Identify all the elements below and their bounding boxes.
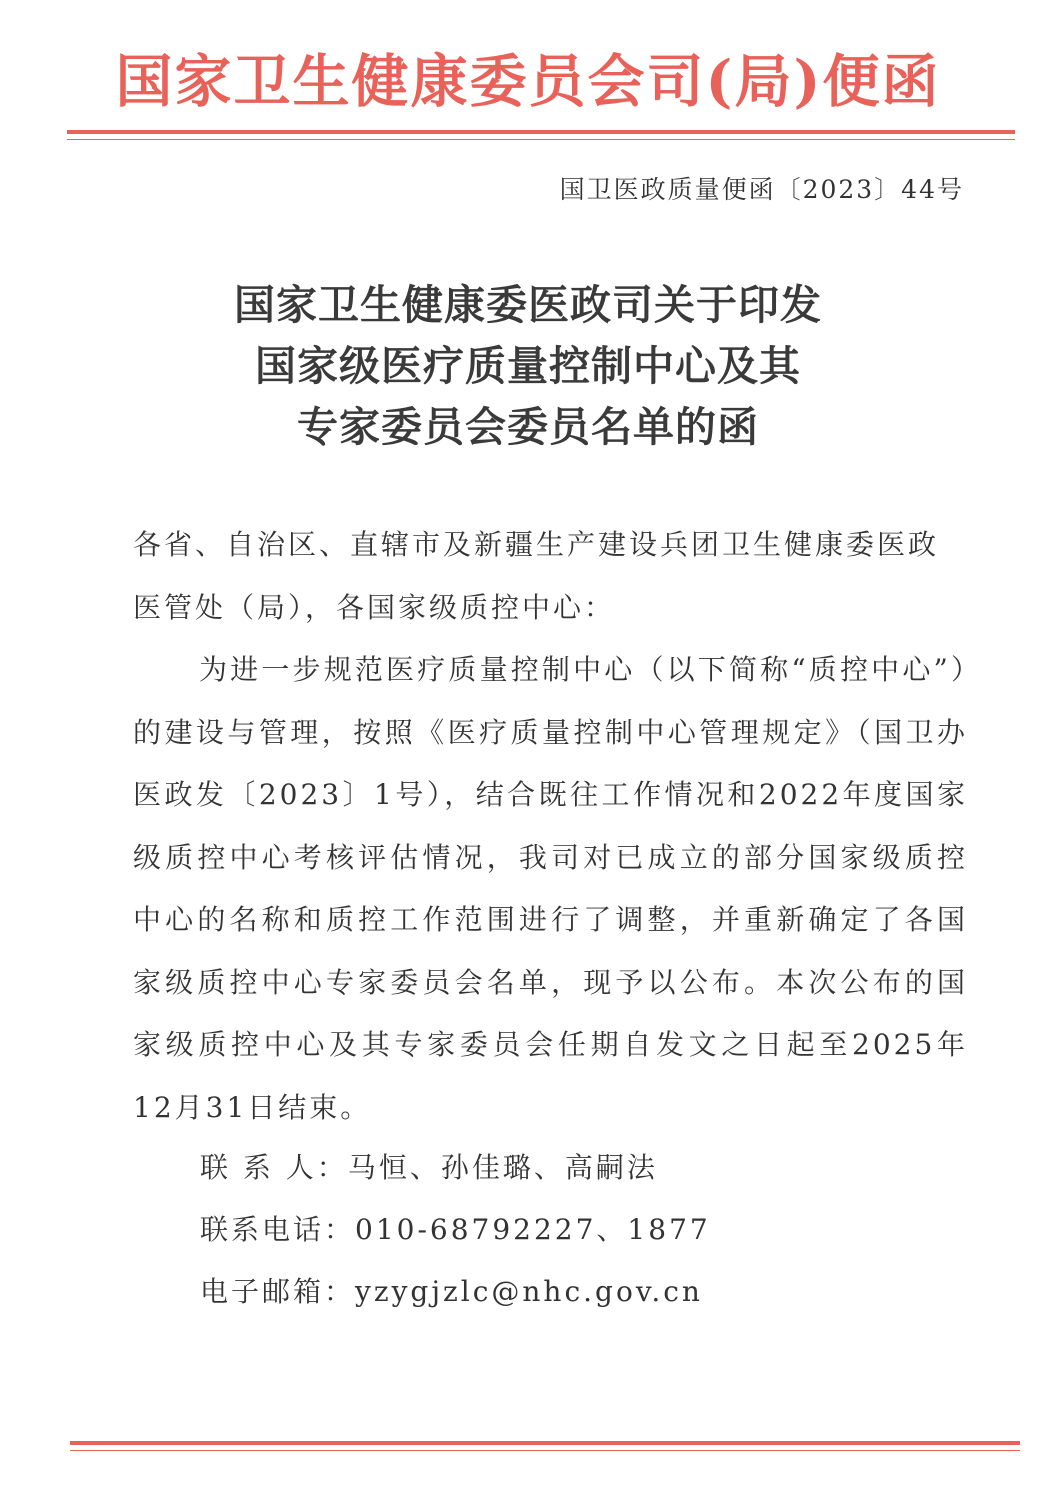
main-paragraph	[133, 639, 968, 1139]
footer-rule-thin	[70, 1450, 1020, 1451]
letterhead-title: 国家卫生健康委员会司(局)便函	[115, 48, 941, 115]
salutation	[133, 514, 968, 639]
main-paragraph-text: 为进一步规范医疗质量控制中心（以下简称“质控中心”）的建设与管理，按照《医疗质量控制中心管理规定》（国卫办医政发〔2023〕1号），结合既往工作情况和2022年度国家级质控中心考核评估情况，我司对已成立的部分国家级质控中心的名称和质控工作范围进行了调整，并重新确定了各国家级质控中心专家委员会名单，现予以公布。本次公布的国家级质控中心及其专家委员会任期自发文之日起至2025年12月31日结束。	[133, 653, 968, 1124]
document-title	[0, 275, 1056, 458]
letterhead-rule-thin	[67, 139, 1015, 140]
contact-email-label: 电子邮箱：	[200, 1275, 356, 1308]
title-line-3: 专家委员会委员名单的函	[297, 403, 759, 451]
letterhead-rule-thick	[67, 130, 1015, 134]
title-line-1: 国家卫生健康委医政司关于印发	[234, 281, 822, 329]
contact-phone-label: 联系电话：	[200, 1213, 356, 1246]
contact-phone-row	[200, 1199, 711, 1261]
contact-email-value[interactable]: yzygjzlc@nhc.gov.cn	[355, 1275, 703, 1308]
contact-person-value: 马恒、孙佳璐、高嗣法	[347, 1151, 658, 1184]
contact-email-row	[200, 1261, 703, 1323]
salutation-text: 各省、自治区、直辖市及新疆生产建设兵团卫生健康委医政医管处（局），各国家级质控中心：	[133, 528, 940, 624]
contact-phone-value: 010-68792227、1877	[355, 1213, 711, 1246]
document-number: 国卫医政质量便函〔2023〕44号	[559, 175, 964, 204]
contact-person-row	[200, 1137, 658, 1199]
contact-person-label: 联 系 人：	[200, 1151, 348, 1184]
title-line-2: 国家级医疗质量控制中心及其	[255, 342, 801, 390]
footer-rule-thick	[70, 1441, 1020, 1445]
